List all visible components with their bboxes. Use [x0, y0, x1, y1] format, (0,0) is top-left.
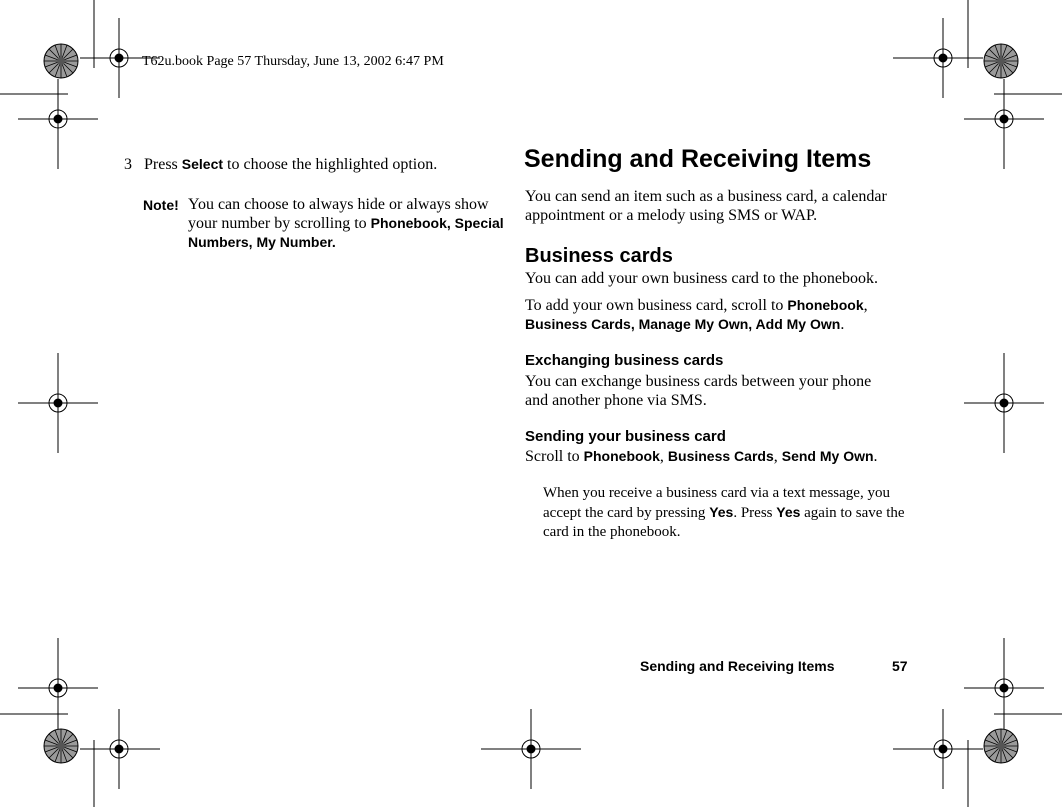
note-text [188, 195, 504, 252]
menu-phonebook: Phonebook [787, 297, 864, 313]
add-card-prefix: To add your own business card, scroll to [525, 297, 788, 314]
print-header: T62u.book Page 57 Thursday, June 13, 2002 6:47 PM [142, 54, 444, 69]
receive-text-b: . Press [733, 505, 777, 521]
intro-paragraph: You can send an item such as a business card, a calendar appointment or a melody using SMS or WAP. [525, 188, 887, 224]
scroll-prefix: Scroll to [525, 448, 584, 465]
yes-key-label: Yes [776, 504, 801, 520]
registration-target-icon [964, 79, 1044, 169]
yes-key-label: Yes [709, 504, 734, 520]
starburst-icon [984, 44, 1018, 78]
menu-phonebook: Phonebook [583, 448, 660, 464]
page-heading: Sending and Receiving Items [524, 145, 872, 173]
registration-target-icon [893, 18, 983, 98]
business-cards-heading: Business cards [525, 245, 673, 267]
business-cards-text: You can add your own business card to the phonebook. [525, 270, 878, 287]
receive-text-c: again to save the card in the phonebook. [543, 505, 905, 540]
page-number: 57 [892, 658, 908, 674]
receive-card-note [543, 484, 913, 542]
comma: , [863, 297, 868, 314]
note-menu-path: Phonebook, Special Numbers, My Number. [188, 215, 504, 250]
starburst-icon [44, 44, 78, 78]
step-press-text: Press [144, 156, 182, 173]
menu-path-add-my-own: Business Cards, Manage My Own, Add My Own [525, 316, 841, 332]
menu-send-my-own: Send My Own [781, 448, 874, 464]
registration-target-icon [964, 353, 1044, 453]
period: . [873, 448, 878, 465]
step-3 [124, 155, 484, 174]
comma: , [659, 448, 668, 465]
note-label: Note! [143, 197, 179, 213]
registration-target-icon [481, 709, 581, 789]
step-number: 3 [124, 156, 132, 173]
registration-target-icon [18, 353, 98, 453]
registration-target-icon [964, 638, 1044, 738]
registration-target-icon [80, 709, 160, 789]
scroll-instructions [525, 447, 910, 466]
starburst-icon [984, 729, 1018, 763]
comma: , [773, 448, 782, 465]
footer-section-title: Sending and Receiving Items [640, 658, 835, 674]
add-card-instructions [525, 296, 910, 334]
registration-target-icon [893, 709, 983, 789]
registration-target-icon [18, 638, 98, 738]
registration-target-icon [18, 79, 98, 169]
select-key-label: Select [181, 156, 224, 172]
step-rest-text: to choose the highlighted option. [223, 156, 438, 173]
menu-business-cards: Business Cards [667, 448, 774, 464]
exchanging-heading: Exchanging business cards [525, 352, 724, 369]
receive-text-a: When you receive a business card via a text message, you accept the card by pressing [543, 485, 890, 521]
sending-heading: Sending your business card [525, 428, 726, 445]
starburst-icon [44, 729, 78, 763]
exchanging-text: You can exchange business cards between your phone and another phone via SMS. [525, 373, 872, 409]
period: . [840, 316, 845, 333]
note-body: You can choose to always hide or always show your number by scrolling to [188, 196, 489, 232]
